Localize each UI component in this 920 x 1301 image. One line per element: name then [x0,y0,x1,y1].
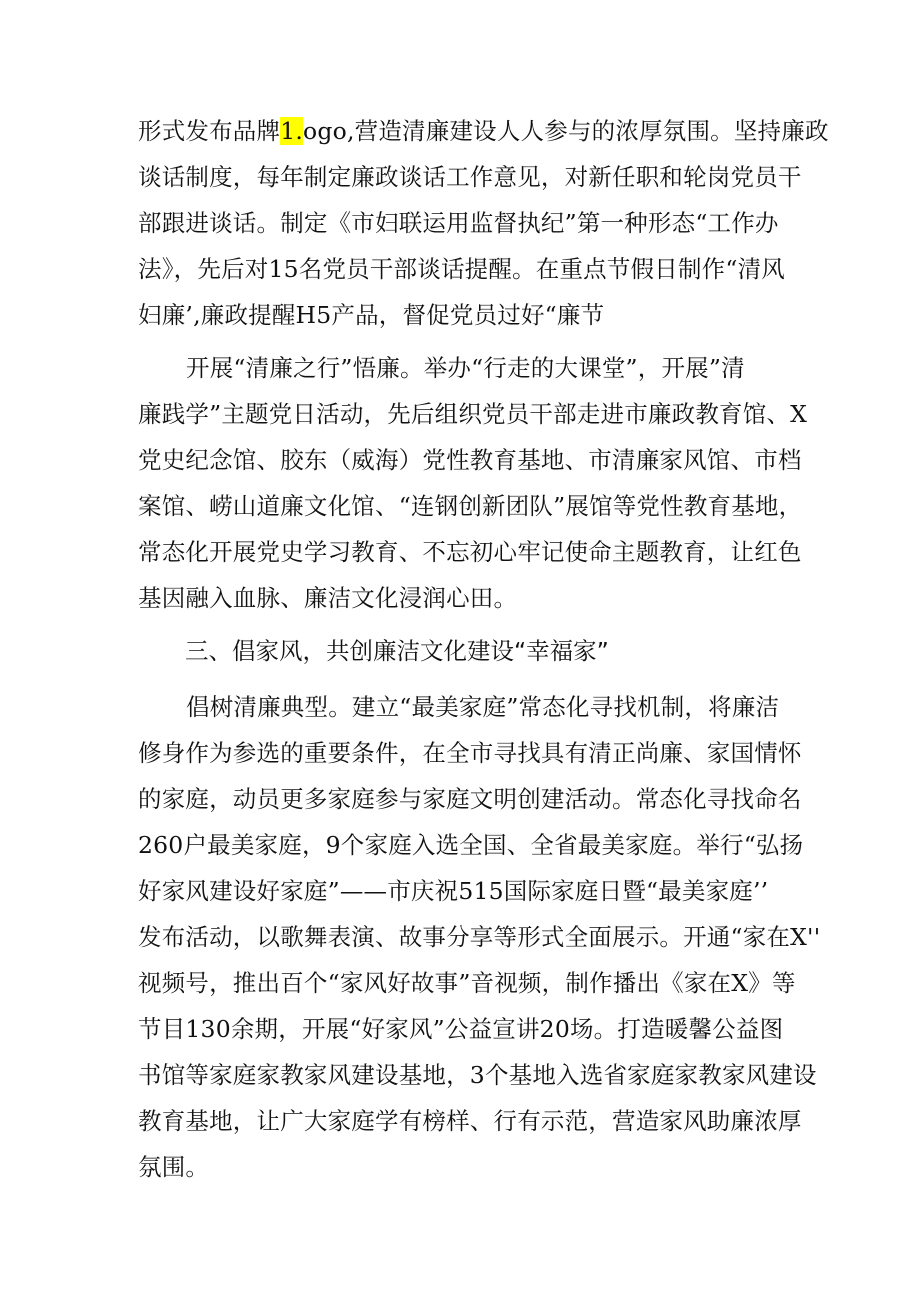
text-line: 法》，先后对15名党员干部谈话提醒。在重点节假日制作“清风 [138,255,785,283]
paragraph-family-tradition [138,684,821,1190]
text-line: 氛围。 [138,1153,210,1181]
text-line: 260户最美家庭，9个家庭入选全国、全省最美家庭。举行“弘扬 [138,831,804,859]
text-line: 常态化开展党史学习教育、不忘初心牢记使命主题教育，让红色 [138,538,802,566]
text-line: 教育基地，让广大家庭学有榜样、行有示范，营造家风助廉浓厚 [138,1107,802,1135]
text-line: 廉践学”主题党日活动，先后组织党员干部走进市廉政教育馆、X [138,400,808,428]
text-line: 妇廉’,廉政提醒H5产品，督促党员过好“廉节 [138,301,605,329]
text-line: 部跟进谈话。制定《市妇联运用监督执纪”第一种形态“工作办 [138,209,779,237]
section-heading: 三、倡家风，共创廉洁文化建设“幸福家” [185,637,609,665]
text-line: 修身作为参选的重要条件，在全市寻找具有清正尚廉、家国情怀 [138,739,802,767]
text-span: ogo,营造清廉建设人人参与的浓厚氛围。坚持廉政 [303,117,829,145]
text-line: 党史纪念馆、胶东（威海）党性教育基地、市清廉家风馆、市档 [138,446,802,474]
text-line: 好家风建设好家庭”——市庆祝515国际家庭日暨“最美家庭’’ [138,877,769,905]
highlighted-text: 1. [280,117,304,145]
paragraph-integrity-tour [138,345,808,621]
paragraph-brand-logo [138,108,829,338]
text-line: 案馆、崂山道廉文化馆、“连钢创新团队”展馆等党性教育基地， [138,492,803,520]
text-line: 视频号，推出百个“家风好故事”音视频，制作播出《家在X》等 [138,969,796,997]
text-line: 开展“清廉之行”悟廉。举办“行走的大课堂”，开展”清 [186,354,745,382]
text-line: 书馆等家庭家教家风建设基地，3个基地入选省家庭家教家风建设 [138,1061,817,1089]
text-line: 的家庭，动员更多家庭参与家庭文明创建活动。常态化寻找命名 [138,785,802,813]
text-span: 形式发布品牌 [138,117,281,145]
text-line: 发布活动，以歌舞表演、故事分享等形式全面展示。开通“家在X'' [138,923,821,951]
text-line: 节目130余期，开展“好家风”公益宣讲20场。打造暖馨公益图 [138,1015,784,1043]
text-line: 谈话制度，每年制定廉政谈话工作意见，对新任职和轮岗党员干 [138,163,802,191]
text-line: 倡树清廉典型。建立“最美家庭”常态化寻找机制，将廉洁 [186,693,780,721]
text-line: 基因融入血脉、廉洁文化浸润心田。 [138,584,518,612]
text-line [138,108,829,154]
